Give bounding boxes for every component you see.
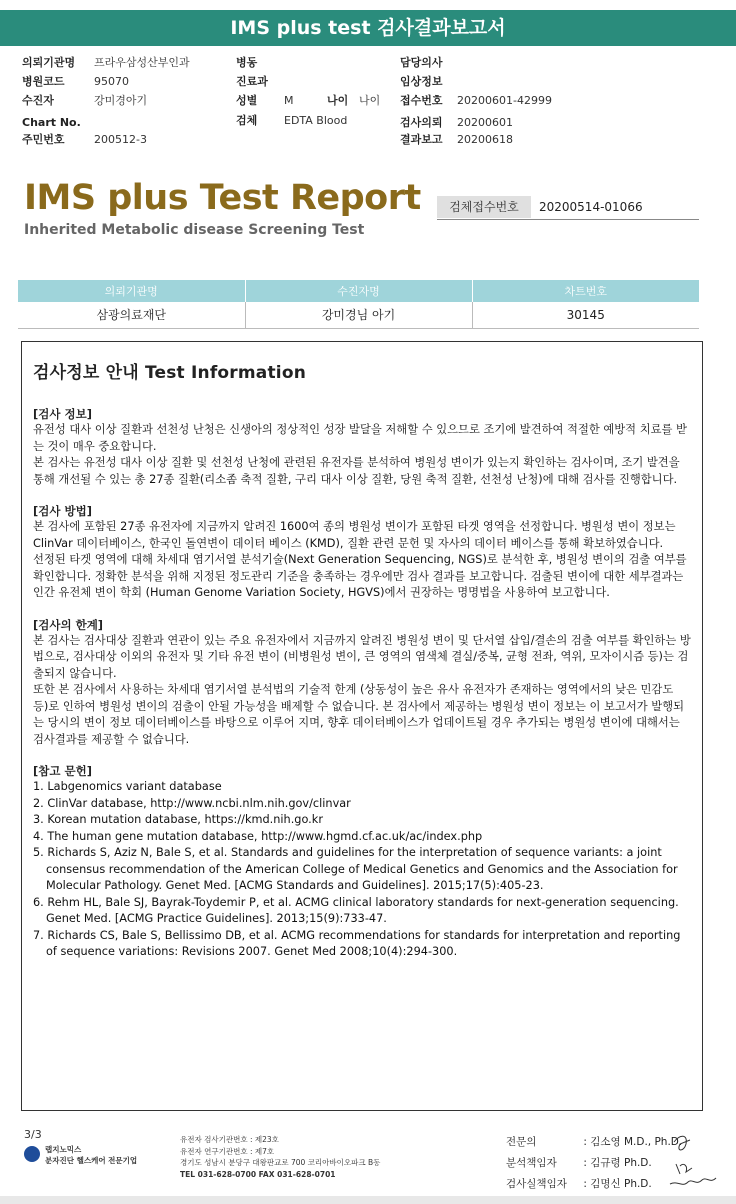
- accession-value: 20200514-01066: [539, 200, 643, 214]
- page-bottom-strip: [0, 1196, 736, 1204]
- column-header: 의뢰기관명: [18, 280, 245, 302]
- section-test-limitations: [33, 618, 691, 749]
- paragraph: 또한 본 검사에서 사용하는 차세대 염기서열 분석법의 기술적 한계 (상동성이 높은 유사 유전자가 존재하는 영역에서의 낮은 민감도 등)로 인하여 병원성 변이의 검출이 안될 가능성을 배제할 수 없습니다. 본 검사에서 제공하는 병원성 변이 정보는 이 보고서가 발행되는 당시의 변이 정보 데이터베이스를 바탕으로 이루어 지며, 향후 데이터베이스가 업데이트될 경우 추가되는 병원성 변이에 대해서는 검사결과를 제공할 수 없습니다.: [33, 683, 685, 746]
- reference-list: [33, 779, 691, 961]
- signer-row: 전문의 : 김소영 M.D., Ph.D.: [506, 1136, 683, 1148]
- list-item: 2. ClinVar database, http://www.ncbi.nlm.nih.gov/clinvar: [33, 796, 351, 810]
- paragraph: 본 검사는 유전성 대사 이상 질환 및 선천성 난청에 관련된 유전자를 분석하여 병원성 변이가 있는지 확인하는 검사이며, 조기 발견을 통해 개선될 수 있는 총 27종 질환(리소좀 축적 질환, 구리 대사 이상 질환, 당원 축적 질환, 선천성 난청)에 대해 검사를 진행합니다.: [33, 456, 680, 486]
- column-header: 차트번호: [472, 280, 699, 302]
- report-title: IMS plus Test Report: [24, 178, 421, 218]
- patient-info-table: [18, 280, 699, 329]
- lab-address: 유전자 검사기관번호 : 제23호 유전자 연구기관번호 : 제7호 경기도 성남시 분당구 대왕판교로 700 코리아바이오파크 B동 TEL 031-628-0700 FAX 031-628-0701: [180, 1135, 381, 1179]
- lab-logo-icon: [24, 1146, 40, 1162]
- column-header: 수진자명: [245, 280, 472, 302]
- table-header-row: [18, 280, 699, 302]
- section-test-method: [33, 504, 691, 602]
- list-item: 3. Korean mutation database, https://kmd.nih.go.kr: [33, 813, 323, 826]
- section-references: [33, 764, 691, 961]
- section-test-info: [33, 407, 691, 488]
- paragraph: 선정된 타겟 영역에 대해 차세대 염기서열 분석기술(Next Generation Sequencing, NGS)로 분석한 후, 병원성 변이의 검출 여부를 확인합니다. 정확한 분석을 위해 지정된 정도관리 기준을 충족하는 경우에만 검사 결과를 보고합니다. 검출된 변이에 대한 세부결과는 인간 유전체 변이 학회 (Human Genome Variation Society, HGVS)에서 권장하는 명명법을 사용하여 보고합니다.: [33, 553, 687, 599]
- list-item: 4. The human gene mutation database, http://www.hgmd.cf.ac.uk/ac/index.php: [33, 829, 483, 843]
- paragraph: 유전성 대사 이상 질환과 선천성 난청은 신생아의 정상적인 성장 발달을 저해할 수 있으므로 조기에 발견하여 적절한 예방적 치료를 받는 것이 매우 중요합니다.: [33, 423, 687, 453]
- list-item: 6. Rehm HL, Bale SJ, Bayrak-Toydemir P, et al. ACMG clinical laboratory standards for next-generation sequencing. Genet Med. [ACMG Practice Guidelines]. 2013;15(9):733-47.: [33, 895, 679, 925]
- section-title: [검사 정보]: [33, 407, 92, 421]
- table-cell: 삼광의료재단: [18, 302, 245, 328]
- list-item: 7. Richards CS, Bale S, Bellissimo DB, et al. ACMG recommendations for standards for interpretation and reporting of sequence variations: Revisions 2007. Genet Med 2008;10(4):294-300.: [33, 928, 681, 958]
- lab-logo-text: 랩지노믹스 분자진단 헬스케어 전문기업: [45, 1145, 138, 1165]
- paragraph: 본 검사에 포함된 27종 유전자에 지금까지 알려진 1600여 종의 병원성 변이가 포함된 타겟 영역을 선정합니다. 병원성 변이 정보는 ClinVar 데이터베이스, 한국인 돌연변이 데이터 베이스 (KMD), 질환 관련 문헌 및 자사의 데이터 베이스를 통해 확보하였습니다.: [33, 520, 676, 550]
- signatories: [506, 1132, 682, 1195]
- table-cell: 강미경님 아기: [245, 302, 472, 328]
- table-row: [18, 302, 699, 328]
- list-item: 1. Labgenomics variant database: [33, 780, 222, 793]
- test-information-box: [21, 341, 703, 1111]
- report-footer: [0, 1124, 736, 1204]
- signer-row: 검사실책임자 : 김명신 Ph.D.: [506, 1178, 652, 1190]
- report-subtitle: Inherited Metabolic disease Screening Test: [24, 222, 365, 238]
- header-title: IMS plus test 검사결과보고서: [0, 10, 736, 46]
- accession-label: 검체접수번호: [437, 196, 531, 218]
- paragraph: 본 검사는 검사대상 질환과 연관이 있는 주요 유전자에서 지금까지 알려진 병원성 변이 및 단서열 삽입/결손의 검출 여부를 확인하는 방법으로, 검사대상 이외의 유전자 및 기타 유전 변이 (비병원성 변이, 큰 영역의 염색체 결실/중복, 균형 전좌, 역위, 모자이시즘 등)는 검출되지 않습니다.: [33, 633, 691, 680]
- page-number: 3/3: [24, 1128, 42, 1141]
- section-heading: 검사정보 안내 Test Information: [33, 363, 307, 383]
- table-cell: 30145: [472, 302, 699, 328]
- list-item: 5. Richards S, Aziz N, Bale S, et al. Standards and guidelines for the interpretation of sequence variants: a joint consensus recommendation of the American College of Medical Genetics and Genomics and the Association for Molecular Pathology. Genet Med. [ACMG Standards and Guidelines]. 2015;17(5):405-23.: [33, 846, 678, 892]
- section-title: [참고 문헌]: [33, 764, 92, 778]
- report-title-block: [24, 178, 421, 238]
- section-title: [검사의 한계]: [33, 617, 104, 632]
- section-title: [검사 방법]: [33, 504, 92, 518]
- accession-box: [437, 196, 699, 220]
- handwritten-signature-icon: [668, 1130, 728, 1200]
- signer-row: 분석책임자 : 김규령 Ph.D.: [506, 1157, 652, 1169]
- report-header-bar: [0, 0, 736, 52]
